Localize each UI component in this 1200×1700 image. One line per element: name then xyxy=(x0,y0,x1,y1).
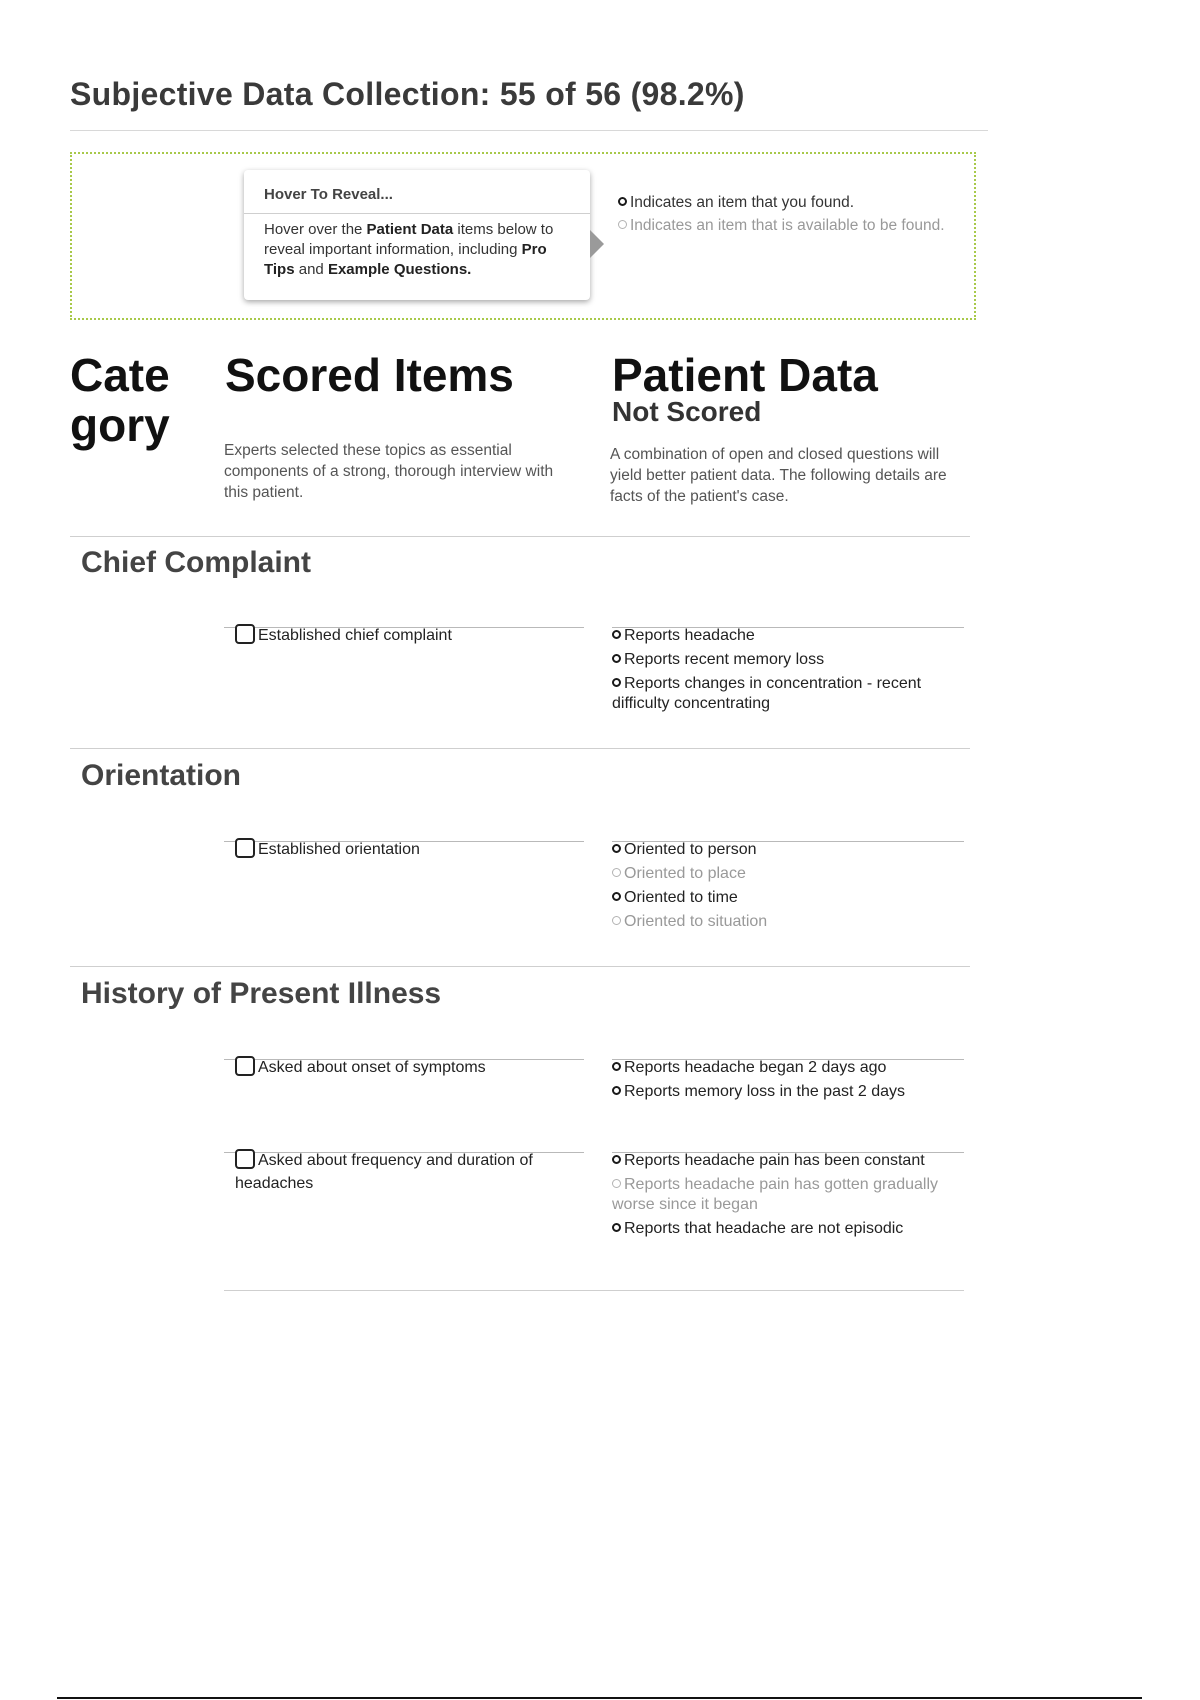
footer-rule xyxy=(57,1697,1142,1699)
found-circle-icon xyxy=(612,678,621,687)
patient-data-item[interactable]: Oriented to place xyxy=(612,864,972,884)
scored-item-orientation[interactable]: Established orientation xyxy=(235,838,590,861)
scored-items-column-header: Scored Items xyxy=(225,349,514,401)
found-circle-icon xyxy=(612,1062,621,1071)
found-circle-icon xyxy=(612,844,621,853)
category-column-header: Cate gory xyxy=(70,349,170,451)
found-circle-icon xyxy=(612,1223,621,1232)
section-title-history-of-present-illness: History of Present Illness xyxy=(81,977,442,1010)
section-title-chief-complaint: Chief Complaint xyxy=(81,546,311,579)
patient-data-list xyxy=(612,1151,972,1243)
patient-data-item[interactable]: Oriented to time xyxy=(612,888,972,908)
legend-panel xyxy=(70,152,976,320)
available-circle-icon xyxy=(612,868,621,877)
legend-available: Indicates an item that is available to be found. xyxy=(618,215,958,236)
found-circle-icon xyxy=(612,1155,621,1164)
scored-items-description: Experts selected these topics as essential components of a strong, thorough interview with this patient. xyxy=(224,442,554,501)
available-circle-icon xyxy=(612,1179,621,1188)
patient-data-item[interactable]: Reports headache began 2 days ago xyxy=(612,1058,972,1078)
legend-found: Indicates an item that you found. xyxy=(618,192,958,213)
patient-data-description: A combination of open and closed questions will yield better patient data. The following details are facts of the patient's case. xyxy=(610,446,947,505)
available-circle-icon xyxy=(618,220,627,229)
scored-item-frequency-duration[interactable]: Asked about frequency and duration of headaches xyxy=(235,1149,590,1195)
patient-data-item[interactable]: Reports headache xyxy=(612,626,972,646)
checkbox[interactable] xyxy=(235,624,255,644)
scored-item-onset[interactable]: Asked about onset of symptoms xyxy=(235,1056,590,1079)
tooltip-arrow-icon xyxy=(590,230,604,258)
found-circle-icon xyxy=(612,892,621,901)
page-title: Subjective Data Collection: 55 of 56 (98.2%) xyxy=(70,76,745,112)
patient-data-item[interactable]: Reports memory loss in the past 2 days xyxy=(612,1082,972,1102)
patient-data-item[interactable]: Oriented to situation xyxy=(612,912,972,932)
bottom-divider xyxy=(224,1290,964,1291)
patient-data-item[interactable]: Reports recent memory loss xyxy=(612,650,972,670)
patient-data-item[interactable]: Oriented to person xyxy=(612,840,972,860)
section-divider xyxy=(70,748,970,749)
section-divider xyxy=(70,966,970,967)
patient-data-item[interactable]: Reports headache pain has been constant xyxy=(612,1151,972,1171)
patient-data-list xyxy=(612,626,972,718)
patient-data-list xyxy=(612,1058,972,1106)
legend-key xyxy=(618,192,958,238)
tooltip-body: Hover over the Patient Data items below to reveal important information, including Pro Tips and Example Questions. xyxy=(264,221,554,278)
patient-data-item[interactable]: Reports that headache are not episodic xyxy=(612,1219,972,1239)
tooltip-title: Hover To Reveal... xyxy=(244,170,590,214)
found-circle-icon xyxy=(612,654,621,663)
not-scored-subtitle: Not Scored xyxy=(612,396,762,427)
patient-data-item[interactable]: Reports changes in concentration - recent difficulty concentrating xyxy=(612,675,922,712)
found-circle-icon xyxy=(618,197,627,206)
scored-item-chief-complaint[interactable]: Established chief complaint xyxy=(235,624,590,647)
section-divider xyxy=(70,536,970,537)
title-divider xyxy=(70,130,988,131)
patient-data-item[interactable]: Reports headache pain has gotten gradually worse since it began xyxy=(612,1176,938,1213)
available-circle-icon xyxy=(612,916,621,925)
found-circle-icon xyxy=(612,1086,621,1095)
found-circle-icon xyxy=(612,630,621,639)
section-title-orientation: Orientation xyxy=(81,759,242,792)
patient-data-column-header: Patient Data xyxy=(612,349,878,401)
checkbox[interactable] xyxy=(235,838,255,858)
patient-data-list xyxy=(612,840,972,936)
checkbox[interactable] xyxy=(235,1149,255,1169)
checkbox[interactable] xyxy=(235,1056,255,1076)
hover-tooltip xyxy=(244,170,590,300)
